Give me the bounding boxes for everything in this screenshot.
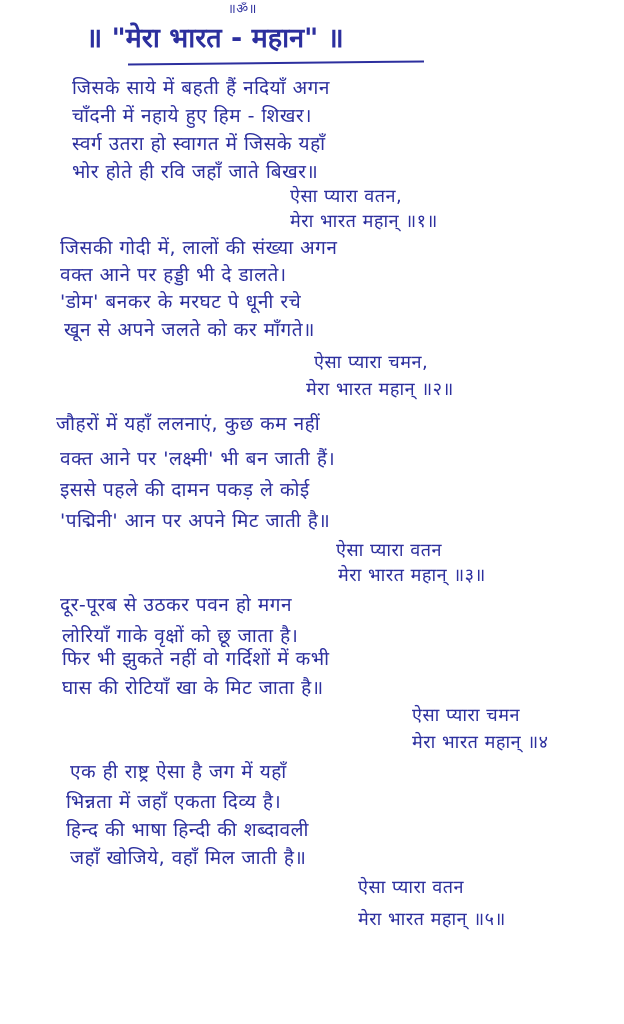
stanza-line: वक्त आने पर 'लक्ष्मी' भी बन जाती हैं।: [60, 448, 336, 470]
refrain-line: ऐसा प्यारा चमन: [412, 705, 520, 726]
stanza-line: एक ही राष्ट्र ऐसा है जग में यहाँ: [70, 761, 287, 783]
refrain-line: ऐसा प्यारा चमन,: [314, 352, 429, 373]
stanza-line: जिसकी गोदी में, लालों की संख्या अगन: [60, 237, 338, 259]
refrain-line: मेरा भारत महान् ॥२॥: [306, 379, 454, 400]
poem-title: ॥ "मेरा भारत - महान" ॥: [86, 23, 344, 54]
refrain-line: ऐसा प्यारा वतन,: [290, 186, 403, 207]
header-mark: ॥ॐ॥: [228, 2, 257, 17]
stanza-line: भिन्नता में जहाँ एकता दिव्य है।: [66, 791, 282, 813]
stanza-line: हिन्द की भाषा हिन्दी की शब्दावली: [66, 819, 309, 841]
stanza-line: फिर भी झुकते नहीं वो गर्दिशों में कभी: [62, 648, 330, 670]
stanza-line: वक्त आने पर हड्डी भी दे डालते।: [60, 264, 287, 286]
stanza-line: जहाँ खोजिये, वहाँ मिल जाती है॥: [70, 847, 307, 869]
stanza-line: इससे पहले की दामन पकड़ ले कोई: [60, 479, 310, 501]
stanza-line: चाँदनी में नहाये हुए हिम - शिखर।: [72, 105, 312, 127]
stanza-line: घास की रोटियाँ खा के मिट जाता है॥: [62, 677, 324, 699]
stanza-line: जिसके साये में बहती हैं नदियाँ अगन: [72, 77, 330, 99]
refrain-line: मेरा भारत महान् ॥४: [412, 732, 549, 753]
refrain-line: मेरा भारत महान् ॥१॥: [290, 211, 438, 232]
stanza-line: लोरियाँ गाके वृक्षों को छू जाता है।: [62, 625, 299, 647]
refrain-line: मेरा भारत महान् ॥५॥: [358, 909, 506, 930]
stanza-line: दूर-पूरब से उठकर पवन हो मगन: [60, 594, 292, 616]
stanza-line: 'पद्मिनी' आन पर अपने मिट जाती है॥: [60, 510, 331, 532]
refrain-line: ऐसा प्यारा वतन: [336, 540, 443, 561]
stanza-line: जौहरों में यहाँ ललनाएं, कुछ कम नहीं: [56, 413, 321, 435]
stanza-line: खून से अपने जलते को कर माँगते॥: [64, 319, 315, 341]
stanza-line: स्वर्ग उतरा हो स्वागत में जिसके यहाँ: [72, 133, 326, 155]
stanza-line: भोर होते ही रवि जहाँ जाते बिखर॥: [72, 161, 319, 183]
title-underline: [128, 60, 424, 65]
refrain-line: मेरा भारत महान् ॥३॥: [338, 565, 486, 586]
stanza-line: 'डोम' बनकर के मरघट पे धूनी रचे: [60, 291, 302, 313]
refrain-line: ऐसा प्यारा वतन: [358, 877, 465, 898]
